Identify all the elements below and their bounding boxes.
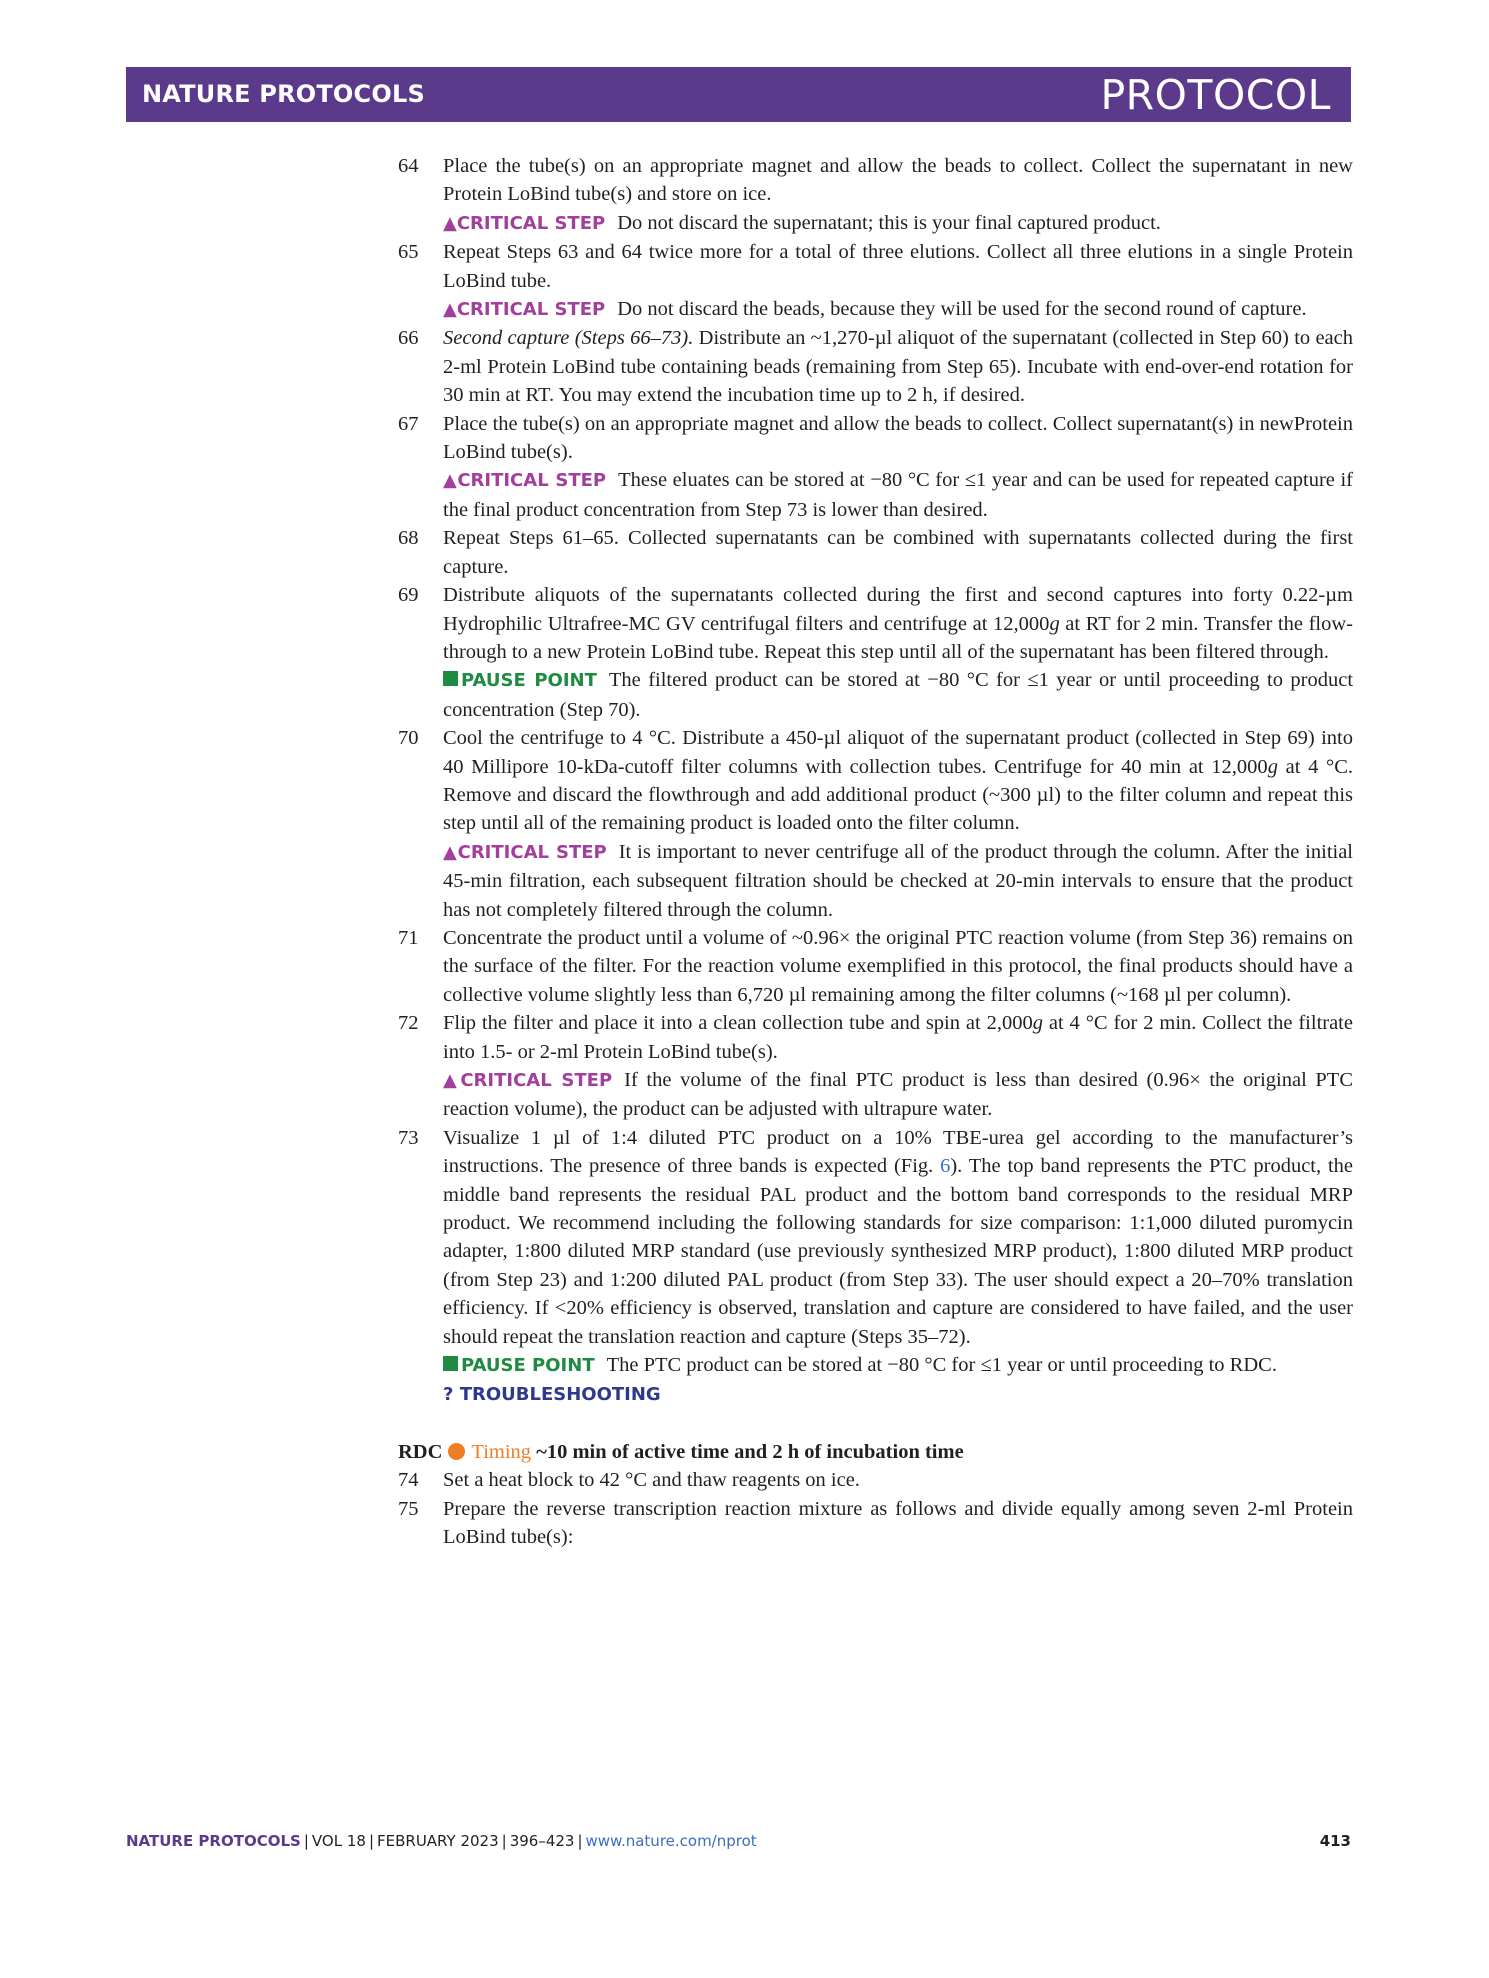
step-number: 64 [398, 155, 419, 177]
step-64 [398, 152, 1353, 238]
step-number: 69 [398, 584, 419, 607]
step-71 [398, 924, 1353, 1009]
timing-clock-icon [448, 1443, 465, 1460]
pause-point-note: PAUSE POINT The filtered product can be stored at −80 °C for ≤1 year or until proceeding to product concentration (Step 70). [443, 669, 1354, 721]
warning-triangle-icon: ▲ [443, 299, 457, 321]
warning-triangle-icon: ▲ [443, 470, 458, 492]
warning-triangle-icon: ▲ [443, 212, 457, 234]
article-type: PROTOCOL [1100, 71, 1331, 119]
step-text: Place the tube(s) on an appropriate magnet and allow the beads to collect. Collect the supernatant in new Protein LoBind tube(s) and store on ice. [443, 155, 1353, 206]
step-text: Repeat Steps 63 and 64 twice more for a total of three elutions. Collect all three elutions in a single Protein LoBind tube. [443, 241, 1353, 292]
step-text: Flip the filter and place it into a clean collection tube and spin at 2,000g at 4 °C for 2 min. Collect the filtrate into 1.5- or 2-ml Protein LoBind tube(s). [443, 1012, 1353, 1063]
step-number: 66 [398, 327, 419, 350]
footer-url-link[interactable]: www.nature.com/nprot [585, 1832, 757, 1850]
timing-label: Timing [471, 1440, 532, 1463]
timing-text: ~10 min of active time and 2 h of incubation time [536, 1440, 964, 1463]
step-text: Place the tube(s) on an appropriate magnet and allow the beads to collect. Collect supernatant(s) in newProtein LoBind tube(s). [443, 412, 1353, 464]
critical-step-note: ▲CRITICAL STEP Do not discard the beads, because they will be used for the second round of capture. [443, 298, 1307, 321]
pause-point-label: PAUSE POINT [443, 670, 597, 691]
step-text: Repeat Steps 61–65. Collected supernatants can be combined with supernatants collected during the first capture. [443, 527, 1353, 578]
page-number: 413 [1319, 1832, 1351, 1850]
step-number: 65 [398, 241, 419, 264]
step-text: Cool the centrifuge to 4 °C. Distribute a 450-µl aliquot of the supernatant product (collected in Step 69) into 40 Millipore 10-kDa-cutoff filter columns with collection tubes. Centrifuge for 40 min at 12,000g at 4 °C. Remove and discard the flowthrough and add additional product (~300 µl) to the filter column and repeat this step until all of the remaining product is loaded onto the filter column. [443, 727, 1353, 835]
step-number: 73 [398, 1126, 419, 1149]
critical-step-label: ▲CRITICAL STEP [443, 1070, 613, 1091]
step-number: 74 [398, 1469, 419, 1492]
figure-link[interactable]: 6 [940, 1155, 951, 1178]
critical-step-label: ▲CRITICAL STEP [443, 841, 607, 863]
step-66 [398, 324, 1353, 409]
footer-pages: 396–423 [509, 1832, 575, 1850]
step-69 [398, 581, 1353, 724]
section-heading-rdc [398, 1438, 1353, 1466]
critical-step-label: ▲CRITICAL STEP [443, 299, 606, 321]
step-text: Prepare the reverse transcription reaction mixture as follows and divide equally among seven 2-ml Protein LoBind tube(s): [443, 1497, 1353, 1549]
step-74 [398, 1466, 1353, 1494]
step-number: 67 [398, 412, 419, 435]
warning-triangle-icon: ▲ [443, 841, 458, 863]
step-67 [398, 410, 1353, 525]
critical-step-label: ▲CRITICAL STEP [443, 470, 607, 492]
step-number: 72 [398, 1012, 419, 1035]
troubleshooting-note [443, 1380, 1353, 1409]
protocol-body [398, 152, 1353, 1552]
footer-date: FEBRUARY 2023 [377, 1832, 499, 1850]
footer-journal: NATURE PROTOCOLS [126, 1832, 301, 1850]
critical-step-note: ▲CRITICAL STEP If the volume of the final PTC product is less than desired (0.96× the original PTC reaction volume), the product can be adjusted with ultrapure water. [443, 1069, 1353, 1121]
step-70 [398, 724, 1353, 924]
step-number: 68 [398, 527, 419, 550]
journal-name: NATURE PROTOCOLS [142, 80, 425, 108]
step-text: Distribute aliquots of the supernatants collected during the first and second captures into forty 0.22-µm Hydrophilic Ultrafree-MC GV centrifugal filters and centrifuge at 12,000g at RT for 2 min. Transfer the flow-through to a new Protein LoBind tube. Repeat this step until all of the supernatant has been filtered through. [443, 584, 1353, 663]
step-72 [398, 1009, 1353, 1124]
critical-step-label: ▲CRITICAL STEP [443, 212, 606, 234]
pause-point-label: PAUSE POINT [443, 1355, 595, 1376]
step-text: Concentrate the product until a volume of ~0.96× the original PTC reaction volume (from Step 36) remains on the surface of the filter. For the reaction volume exemplified in this protocol, the final products should have a collective volume slightly less than 6,720 µl remaining among the filter columns (~168 µl per column). [443, 926, 1353, 1006]
footer-volume: VOL 18 [311, 1832, 366, 1850]
journal-header-bar [126, 67, 1351, 122]
warning-triangle-icon: ▲ [443, 1070, 461, 1091]
step-65 [398, 238, 1353, 324]
step-68 [398, 524, 1353, 581]
troubleshooting-label[interactable]: ? TROUBLESHOOTING [443, 1384, 661, 1406]
step-number: 71 [398, 926, 419, 949]
step-text: Second capture (Steps 66–73). Distribute an ~1,270-µl aliquot of the supernatant (collected in Step 60) to each 2-ml Protein LoBind tube containing beads (remaining from Step 65). Incubate with end-over-end rotation for 30 min at RT. You may extend the incubation time up to 2 h, if desired. [443, 327, 1354, 407]
critical-step-note: ▲CRITICAL STEP It is important to never centrifuge all of the product through the column. After the initial 45-min filtration, each subsequent filtration should be checked at 20-min intervals to ensure that the product has not completely filtered through the column. [443, 840, 1354, 921]
section-title: RDC [398, 1440, 443, 1463]
pause-square-icon [443, 671, 458, 686]
step-73 [398, 1124, 1353, 1410]
critical-step-note: ▲CRITICAL STEP These eluates can be stored at −80 °C for ≤1 year and can be used for repeated capture if the final product concentration from Step 73 is lower than desired. [443, 469, 1353, 521]
step-text: Set a heat block to 42 °C and thaw reagents on ice. [443, 1469, 860, 1492]
step-75 [398, 1495, 1353, 1552]
step-number: 75 [398, 1497, 419, 1520]
pause-point-note: PAUSE POINT The PTC product can be stored at −80 °C for ≤1 year or until proceeding to RDC. [443, 1351, 1353, 1380]
pause-square-icon [443, 1356, 458, 1371]
step-text: Visualize 1 µl of 1:4 diluted PTC product on a 10% TBE-urea gel according to the manufacturer’s instructions. The presence of three bands is expected (Fig. 6). The top band represents the PTC product, the middle band represents the residual PAL product and the bottom band corresponds to the residual MRP product. We recommend including the following standards for size comparison: 1:1,000 diluted puromycin adapter, 1:800 diluted MRP standard (use previously synthesized MRP product), 1:800 diluted MRP product (from Step 23) and 1:200 diluted PAL product (from Step 33). The user should expect a 20–70% translation efficiency. If <20% efficiency is observed, translation and capture are considered to have failed, and the user should repeat the translation reaction and capture (Steps 35–72). [443, 1126, 1353, 1348]
critical-step-note: ▲CRITICAL STEP Do not discard the supernatant; this is your final captured product. [443, 211, 1161, 234]
page-footer: NATURE PROTOCOLS | VOL 18 | FEBRUARY 2023 | 396–423 | www.nature.com/nprot 413 [126, 1832, 1351, 1850]
step-number: 70 [398, 727, 419, 750]
